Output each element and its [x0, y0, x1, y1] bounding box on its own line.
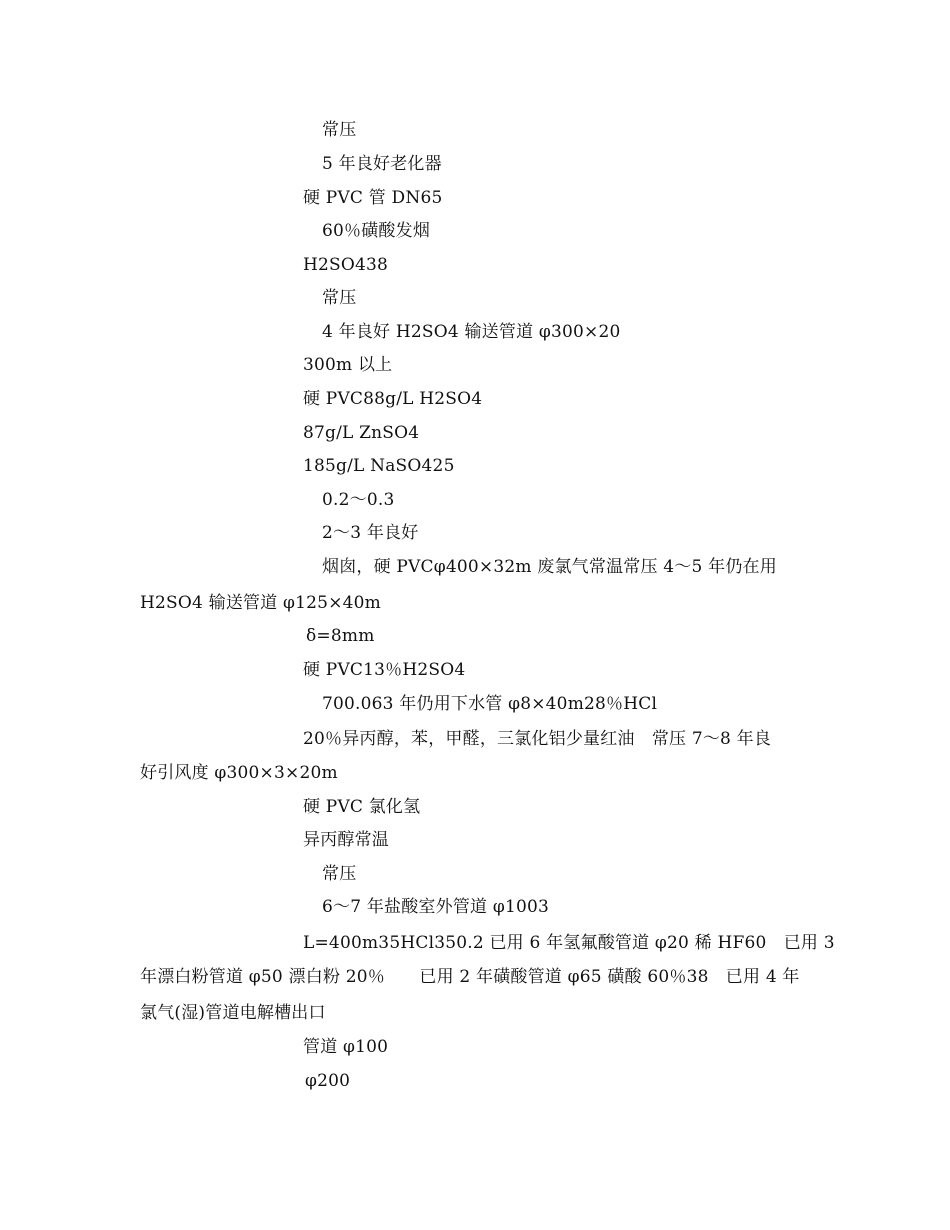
text-line: 氯气(湿)管道电解槽出口 [140, 1003, 326, 1023]
text-line: H2SO4 输送管道 φ125×40m [140, 593, 381, 613]
text-line: φ200 [305, 1071, 351, 1091]
text-line: 硬 PVC 氯化氢 [303, 797, 421, 817]
text-line: 常压 [322, 864, 357, 884]
text-line: 0.2～0.3 [322, 490, 395, 510]
text-line: 20％异丙醇，苯，甲醛，三氯化铝少量红油 常压 7～8 年良 [303, 729, 772, 749]
text-line: 常压 [322, 120, 357, 140]
text-line: H2SO438 [303, 255, 389, 275]
text-line: 87g/L ZnSO4 [303, 423, 420, 443]
text-line: 硬 PVC13％H2SO4 [303, 660, 466, 680]
text-line: 2～3 年良好 [322, 523, 419, 543]
text-line: 年漂白粉管道 φ50 漂白粉 20％ 已用 2 年磺酸管道 φ65 磺酸 60％38 已用 4 年 [140, 967, 800, 987]
text-line: 5 年良好老化器 [322, 154, 442, 174]
text-line: 4 年良好 H2SO4 输送管道 φ300×20 [322, 322, 621, 342]
text-line: 300m 以上 [303, 355, 393, 375]
text-line: δ=8mm [306, 626, 375, 646]
text-line: 硬 PVC88g/L H2SO4 [303, 389, 483, 409]
text-line: 常压 [322, 288, 357, 308]
text-line: 烟囱，硬 PVCφ400×32m 废氯气常温常压 4～5 年仍在用 [322, 557, 777, 577]
text-line: L=400m35HCl350.2 已用 6 年氢氟酸管道 φ20 稀 HF60 已用 3 [303, 933, 835, 953]
text-line: 6～7 年盐酸室外管道 φ1003 [322, 897, 550, 917]
text-line: 管道 φ100 [303, 1037, 389, 1057]
text-line: 60％磺酸发烟 [322, 221, 431, 241]
text-line: 异丙醇常温 [303, 830, 389, 850]
text-line: 185g/L NaSO425 [303, 456, 455, 476]
text-line: 好引风度 φ300×3×20m [140, 763, 338, 783]
text-line: 700.063 年仍用下水管 φ8×40m28％HCl [322, 694, 658, 714]
text-line: 硬 PVC 管 DN65 [303, 188, 443, 208]
